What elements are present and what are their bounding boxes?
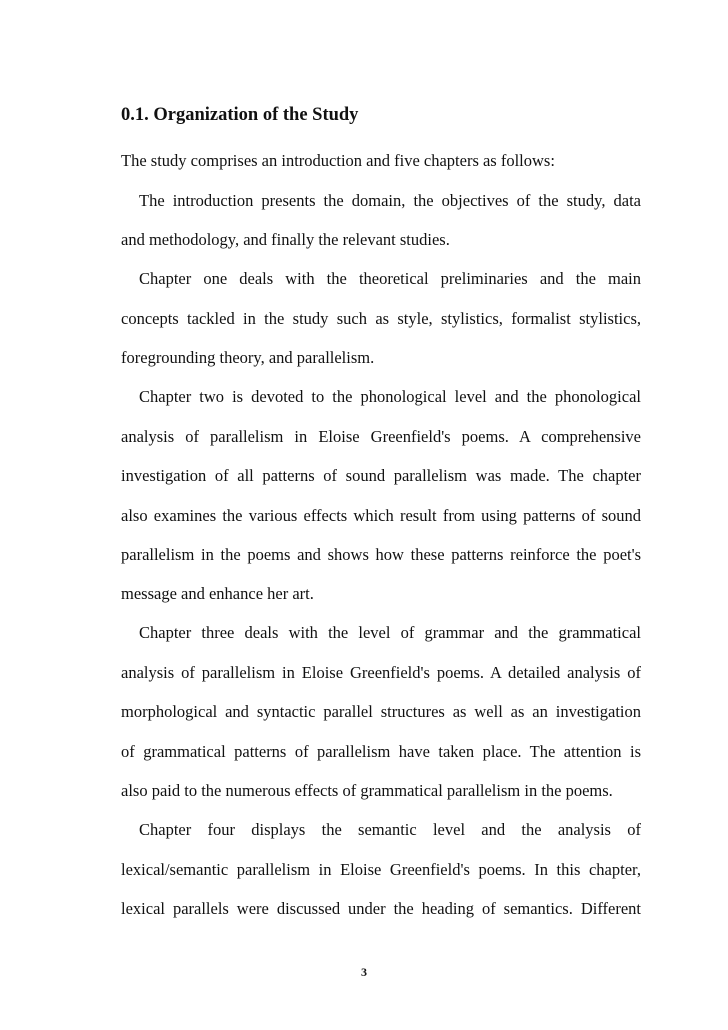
text-line: Chapter three deals with the level of grammar and the grammatical [139, 623, 641, 642]
text-line: investigation of all patterns of sound parallelism was made. The chapter [121, 466, 641, 485]
text-line: also examines the various effects which result from using patterns of sound [121, 506, 641, 525]
text-line: Chapter one deals with the theoretical preliminaries and the main [139, 269, 641, 288]
text-line: The introduction presents the domain, the objectives of the study, data [139, 191, 641, 210]
text-line: concepts tackled in the study such as style, stylistics, formalist stylistics, [121, 309, 641, 328]
text-line: lexical/semantic parallelism in Eloise Greenfield's poems. In this chapter, [121, 860, 641, 879]
text-line: Chapter two is devoted to the phonological level and the phonological [139, 387, 641, 406]
text-line: of grammatical patterns of parallelism have taken place. The attention is [121, 742, 641, 761]
text-line: analysis of parallelism in Eloise Greenfield's poems. A detailed analysis of [121, 663, 641, 682]
page-number: 3 [361, 965, 367, 979]
text-line: also paid to the numerous effects of grammatical parallelism in the poems. [121, 781, 613, 800]
text-line: foregrounding theory, and parallelism. [121, 348, 375, 367]
section-heading: 0.1. Organization of the Study [121, 105, 359, 125]
text-line: Chapter four displays the semantic level and the analysis of [139, 820, 641, 839]
text-line: message and enhance her art. [121, 584, 314, 603]
text-line: parallelism in the poems and shows how these patterns reinforce the poet's [121, 545, 641, 564]
text-line: and methodology, and finally the relevant studies. [121, 230, 450, 249]
text-line: lexical parallels were discussed under the heading of semantics. Different [121, 899, 641, 918]
text-line: morphological and syntactic parallel structures as well as an investigation [121, 702, 641, 721]
text-line: analysis of parallelism in Eloise Greenfield's poems. A comprehensive [121, 427, 641, 446]
text-line: The study comprises an introduction and five chapters as follows: [121, 151, 555, 170]
